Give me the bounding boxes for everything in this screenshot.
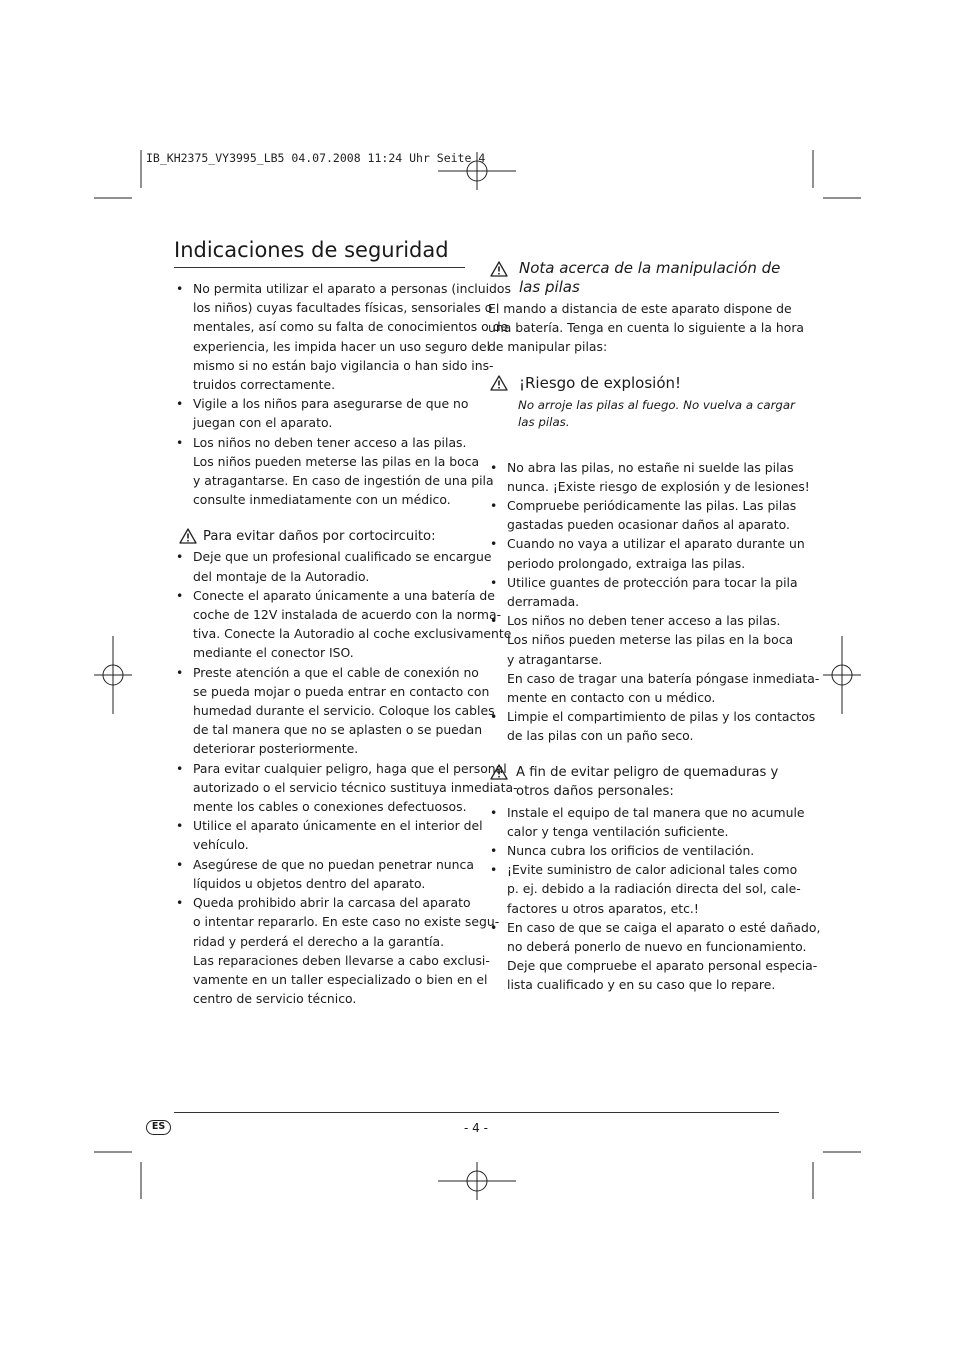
list-item xyxy=(488,860,801,918)
list-item-line: deteriorar posteriormente. xyxy=(193,741,359,757)
list-item xyxy=(488,534,805,572)
list-item-line: • Compruebe periódicamente las pilas. Las pilas xyxy=(507,498,797,514)
list-item xyxy=(174,893,500,1008)
list-item xyxy=(488,707,816,745)
registration-mark-left xyxy=(94,636,132,714)
burns-safety-list xyxy=(488,803,821,995)
list-item xyxy=(488,573,798,611)
list-item-line: y atragantarse. En caso de ingestión de una pila xyxy=(193,473,494,489)
list-item-line: de tal manera que no se aplasten o se puedan xyxy=(193,722,483,738)
list-item-line: no deberá ponerlo de nuevo en funcionamiento. xyxy=(507,939,807,955)
list-item xyxy=(488,918,821,995)
list-item-line: mediante el conector ISO. xyxy=(193,645,354,661)
list-item xyxy=(174,586,512,663)
list-item-line: • En caso de que se caiga el aparato o esté dañado, xyxy=(507,919,821,935)
title-underline xyxy=(174,267,465,268)
list-item xyxy=(488,803,805,841)
list-item-line: Los niños pueden meterse las pilas en la boca xyxy=(507,632,794,648)
list-item-line: • Limpie el compartimiento de pilas y los contactos xyxy=(507,709,816,725)
list-item xyxy=(174,855,474,893)
battery-handling-heading: Nota acerca de la manipulación de las pilas xyxy=(488,259,780,297)
burns-heading: A fin de evitar peligro de quemaduras y otros daños personales: xyxy=(488,763,780,802)
list-item-line: nunca. ¡Existe riesgo de explosión y de lesiones! xyxy=(507,478,810,494)
list-item-line: experiencia, les impida hacer un uso seguro del xyxy=(193,338,491,354)
list-item-line: factores u otros aparatos, etc.! xyxy=(507,900,699,916)
list-item-line: • Utilice el aparato únicamente en el interior del xyxy=(193,818,483,834)
list-item-line: • Queda prohibido abrir la carcasa del aparato xyxy=(193,895,471,911)
list-item xyxy=(174,759,518,817)
short-circuit-heading: Para evitar daños por cortocircuito: xyxy=(174,527,466,546)
list-item-line: o intentar repararlo. En este caso no existe segu- xyxy=(193,914,500,930)
explosion-note: No arroje las pilas al fuego. No vuelva a cargar las pilas. xyxy=(518,397,796,430)
warning-triangle-icon xyxy=(490,261,508,277)
battery-safety-list xyxy=(488,458,820,746)
list-item-line: vamente en un taller especializado o bien en el xyxy=(193,971,488,987)
registration-mark-bottom xyxy=(438,1162,516,1200)
list-item-line: se pueda mojar o pueda entrar en contacto con xyxy=(193,683,490,699)
list-item-line: • Vigile a los niños para asegurarse de que no xyxy=(193,396,469,412)
list-item-line: gastadas pueden ocasionar daños al aparato. xyxy=(507,517,790,533)
list-item-line: • Para evitar cualquier peligro, haga que el personal xyxy=(193,760,507,776)
warning-triangle-icon xyxy=(179,528,197,544)
list-item-line: • No abra las pilas, no estañe ni suelde las pilas xyxy=(507,459,794,475)
list-item xyxy=(174,279,511,394)
list-item-line: • Nunca cubra los orificios de ventilación. xyxy=(507,843,755,859)
print-slug-line: IB_KH2375_VY3995_LB5 04.07.2008 11:24 Uhr Seite 4 xyxy=(146,151,486,165)
list-item-line: • Instale el equipo de tal manera que no acumule xyxy=(507,804,805,820)
list-item-line: de las pilas con un paño seco. xyxy=(507,728,694,744)
list-item-line: periodo prolongado, extraiga las pilas. xyxy=(507,555,746,571)
list-item xyxy=(174,663,495,759)
list-item-line: • ¡Evite suministro de calor adicional tales como xyxy=(507,862,798,878)
list-item-line: tiva. Conecte la Autoradio al coche exclusivamente xyxy=(193,626,512,642)
list-item-line: • Deje que un profesional cualificado se encargue xyxy=(193,549,492,565)
list-item-line: Deje que compruebe el aparato personal especia- xyxy=(507,958,818,974)
footer-rule xyxy=(174,1112,779,1113)
list-item-line: derramada. xyxy=(507,594,580,610)
list-item-line: En caso de tragar una batería póngase inmediata- xyxy=(507,670,820,686)
list-item-line: • Conecte el aparato únicamente a una batería de xyxy=(193,587,495,603)
registration-mark-top xyxy=(438,152,516,190)
list-item xyxy=(174,433,494,510)
list-item-line: mente los cables o conexiones defectuosos. xyxy=(193,799,467,815)
list-item-line: centro de servicio técnico. xyxy=(193,991,357,1007)
list-item-line: • Cuando no vaya a utilizar el aparato durante un xyxy=(507,536,805,552)
warning-triangle-icon xyxy=(490,375,508,391)
list-item xyxy=(488,458,810,496)
list-item-line: truidos correctamente. xyxy=(193,377,336,393)
list-item-line: mente en contacto con u médico. xyxy=(507,690,716,706)
list-item xyxy=(488,611,820,707)
list-item xyxy=(174,394,469,432)
list-item-line: calor y tenga ventilación suficiente. xyxy=(507,823,729,839)
list-item-line: juegan con el aparato. xyxy=(193,415,333,431)
list-item-line: ridad y perderá el derecho a la garantía. xyxy=(193,933,445,949)
list-item xyxy=(488,841,780,860)
list-item-line: líquidos u objetos dentro del aparato. xyxy=(193,875,426,891)
explosion-risk-heading: ¡Riesgo de explosión! xyxy=(488,374,780,393)
battery-intro-paragraph: El mando a distancia de este aparato dispone de una batería. Tenga en cuenta lo siguiente a la hora de manipular pilas: xyxy=(488,301,805,355)
list-item-line: p. ej. debido a la radiación directa del sol, cale- xyxy=(507,881,801,897)
registration-mark-right xyxy=(823,636,861,714)
intro-safety-list xyxy=(174,279,511,509)
list-item-line: y atragantarse. xyxy=(507,651,603,667)
list-item-line: • No permita utilizar el aparato a personas (incluidos xyxy=(193,281,511,296)
language-badge: ES xyxy=(146,1120,171,1135)
right-column xyxy=(488,259,821,995)
list-item-line: Las reparaciones deben llevarse a cabo exclusi- xyxy=(193,952,490,968)
list-item-line: mentales, así como su falta de conocimientos o de xyxy=(193,319,509,335)
list-item-line: humedad durante el servicio. Coloque los cables xyxy=(193,703,495,719)
list-item-line: lista cualificado y en su caso que lo repare. xyxy=(507,977,776,993)
page-title: Indicaciones de seguridad xyxy=(174,238,449,262)
list-item xyxy=(174,547,492,585)
list-item-line: autorizado o el servicio técnico sustituya inmediata- xyxy=(193,779,518,795)
list-item-line: coche de 12V instalada de acuerdo con la norma- xyxy=(193,607,502,623)
list-item-line: del montaje de la Autoradio. xyxy=(193,568,370,584)
list-item-line: Los niños pueden meterse las pilas en la boca xyxy=(193,453,480,469)
list-item-line: • Preste atención a que el cable de conexión no xyxy=(193,664,479,680)
page-number: - 4 - xyxy=(464,1121,488,1135)
list-item-line: • Asegúrese de que no puedan penetrar nunca xyxy=(193,856,474,872)
warning-triangle-icon xyxy=(490,764,508,780)
list-item xyxy=(488,496,797,534)
short-circuit-list xyxy=(174,547,518,1008)
list-item-line: mismo si no están bajo vigilancia o han sido ins- xyxy=(193,357,494,373)
left-column xyxy=(174,279,518,1008)
list-item-line: • Los niños no deben tener acceso a las pilas. xyxy=(193,434,467,450)
list-item-line: • Utilice guantes de protección para tocar la pila xyxy=(507,574,798,590)
list-item-line: vehículo. xyxy=(193,837,249,853)
list-item-line: los niños) cuyas facultades físicas, sensoriales o xyxy=(193,300,493,316)
list-item xyxy=(174,816,483,854)
list-item-line: consulte inmediatamente con un médico. xyxy=(193,492,451,508)
list-item-line: • Los niños no deben tener acceso a las pilas. xyxy=(507,613,781,629)
